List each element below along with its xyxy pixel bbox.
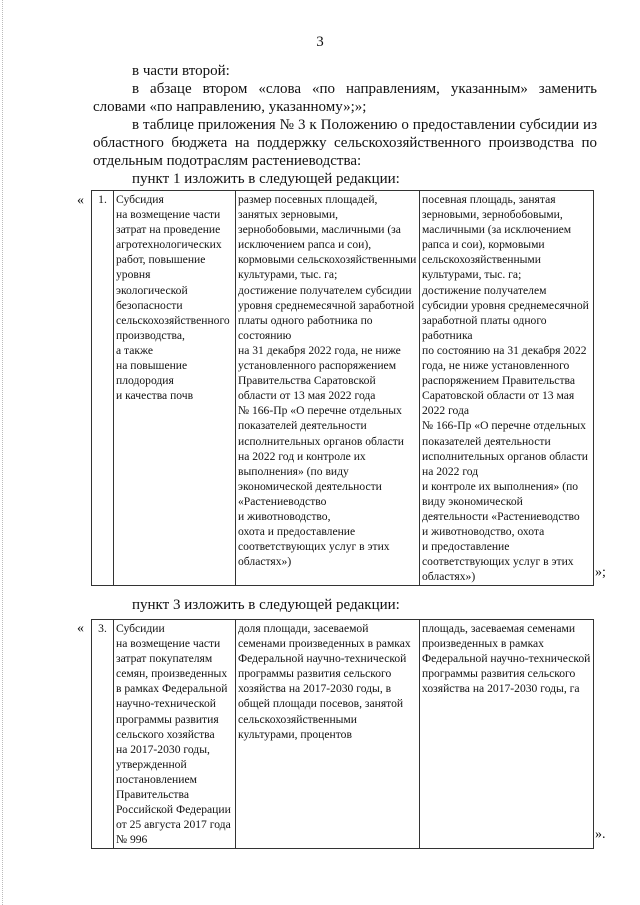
margin-dotted-line — [2, 0, 4, 905]
item-number: 3. — [92, 620, 114, 849]
paragraph-item-1-heading: пункт 1 изложить в следующей редакции: — [132, 171, 400, 187]
table2-close-quote: ». — [595, 827, 606, 842]
indicator-cell: доля площади, засеваемой семенами произведенных в рамках Федеральной научно-технической программы развития сельского хозяйства на 2017-2030 годы, в общей площади посевов, занятой сельскохозяйственными культурами, процентов — [236, 620, 420, 849]
amendment-table-item-1 — [91, 190, 594, 586]
subsidy-name-cell: Субсидии на возмещение части затрат покупателям семян, произведенных в рамках Федеральной научно-технической программы развития сельского хозяйства на 2017-2030 годы, утвержденной постановлением Правительства Российской Федерации от 25 августа 2017 года № 996 — [114, 620, 236, 849]
paragraph-replace-words: в абзаце втором «слова «по направлениям, указанным» заменить словами «по направлению, указанному»;»; — [93, 81, 597, 115]
table1-open-quote: « — [77, 193, 84, 208]
table-row — [92, 191, 594, 586]
item-number: 1. — [92, 191, 114, 586]
paragraph-item-3-heading: пункт 3 изложить в следующей редакции: — [132, 597, 400, 613]
paragraph-part-two: в части второй: — [132, 63, 230, 79]
subsidy-name-cell: Субсидия на возмещение части затрат на проведение агротехнологических работ, повышение уровня экологической безопасности сельскохозяйственного производства, а также на повышение плодородия и качества почв — [114, 191, 236, 586]
page-number: 3 — [316, 34, 324, 50]
table-row — [92, 620, 594, 849]
amendment-table-item-3 — [91, 619, 594, 849]
indicator-cell: размер посевных площадей, занятых зерновыми, зернобобовыми, масличными (за исключением рапса и сои), кормовыми сельскохозяйственными культурами, тыс. га; достижение получателем субсидии уровня среднемесячной заработной платы одного работника по состоянию на 31 декабря 2022 года, не ниже установленного распоряжением Правительства Саратовской области от 13 мая 2022 года № 166-Пр «О перечне отдельных показателей деятельности исполнительных органов области на 2022 год и контроле их выполнения» (по виду экономической деятельности «Растениеводство и животноводство, охота и предоставление соответствующих услуг в этих областях») — [236, 191, 420, 586]
table2-open-quote: « — [77, 621, 84, 636]
result-cell: площадь, засеваемая семенами произведенных в рамках Федеральной научно-технической программы развития сельского хозяйства на 2017-2030 годы, га — [420, 620, 594, 849]
paragraph-appendix-table: в таблице приложения № 3 к Положению о предоставлении субсидии из областного бюджета на поддержку сельскохозяйственного производства по отдельным подотраслям растениеводства: — [93, 117, 597, 169]
table1-close-quote: »; — [595, 565, 606, 580]
result-cell: посевная площадь, занятая зерновыми, зернобобовыми, масличными (за исключением рапса и сои), кормовыми сельскохозяйственными культурами, тыс. га; достижение получателем субсидии уровня среднемесячной заработной платы одного работника по состоянию на 31 декабря 2022 года, не ниже установленного распоряжением Правительства Саратовской области от 13 мая 2022 года № 166-Пр «О перечне отдельных показателей деятельности исполнительных органов области на 2022 год и контроле их выполнения» (по виду экономической деятельности «Растениеводство и животноводство, охота и предоставление соответствующих услуг в этих областях») — [420, 191, 594, 586]
